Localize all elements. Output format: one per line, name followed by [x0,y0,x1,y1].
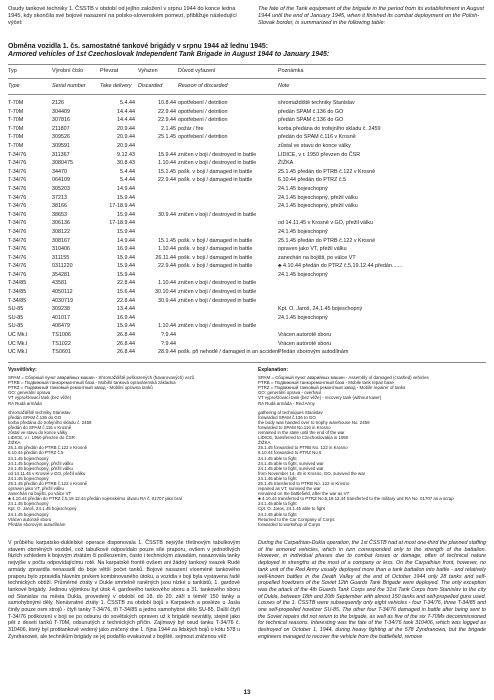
cell-discarded: 1.10.44 [158,246,176,253]
cell-type: T-34/76 [8,203,27,210]
note-list-en [258,410,486,527]
note-line: Předán sborovým autodílnám [8,521,66,527]
cell-serial: 354281 [52,271,70,278]
note-line: forwarded to workshop of Corps [258,521,321,527]
cell-discarded: 30.9.44 [158,297,176,304]
vehicle-table-body [8,99,486,357]
cell-note: shromaždiště techniky Stanislav [278,100,355,106]
cell-serial: 064109 [52,177,70,184]
table-row [8,159,486,168]
table-row [8,194,486,203]
cell-delivered: 22.8.44 [117,280,135,287]
cell-reason: požár / fire [178,125,204,132]
header-type: Typ [8,68,17,74]
cell-type: T-34/76 [8,254,27,261]
cell-serial: 304409 [52,108,70,115]
table-row [8,271,486,280]
note-line: předán do SPAM č.116 v Krosně [8,424,72,430]
note-line: remained on the battlefield, after the war as VT [258,491,350,497]
cell-serial: 34470 [52,168,67,175]
cell-serial: 309526 [52,134,70,141]
cell-type: T-34/76 [8,185,27,192]
cell-type: T-34/76 [8,263,27,270]
table-row [8,176,486,185]
cell-note: zanechán na bojišti, po válce VT [278,254,356,261]
cell-note: korba předána do trofejního skladu č. 2459 [278,125,381,132]
note-line: the body was handed over to trophy warehouse No. 2459 [258,419,370,425]
cell-reason: pošk. v boji / damaged in battle [178,254,253,261]
table-row [8,245,486,254]
cell-discarded: 25.1.45 [158,134,176,141]
cell-serial: 211807 [52,125,70,132]
header-note-en: Note [278,83,290,89]
abbreviations-cz [8,375,240,406]
cell-discarded: 1.10.44 [158,323,176,330]
cell-note: Vrácen autorotě sboru [278,340,332,347]
cell-type: T-70M [8,142,24,149]
cell-delivered: 26.8.44 [117,349,135,356]
cell-type: T-34/76 [8,160,27,167]
note-line: opraven jako VT, přežil válku [8,486,64,492]
note-line: LIDICE, transferred to Czechoslovakia in 1950 [258,435,349,441]
cell-reason: zničen v boji / destroyed in battle [178,211,257,218]
note-line: 24.1.45 able to fight [258,501,297,507]
note-line: zanechán na bojišti, po válce VT [8,491,72,497]
header-rule-top [8,64,486,65]
table-row [8,108,486,117]
table-row [8,305,486,314]
cell-delivered: 16.9.44 [117,246,135,253]
cell-delivered: 20.9.44 [117,125,135,132]
cell-note: Kpt. O. Jaroš, 24.1.45 bojeschopný [278,306,363,313]
abbreviations-en [258,375,486,406]
header-serial: Výrobní číslo [52,68,84,74]
header-delivered: Převzat [100,68,119,74]
note-line: repaired as VT, survived the war [258,486,321,492]
note-line: 25.1.45 transferred to PTRB No. 122 in Krosno [258,480,350,486]
note-line: remained in the state until the end of the war [258,430,345,436]
cell-reason: zničen v boji / destroyed in battle [178,160,257,167]
cell-serial: 37213 [52,194,67,201]
note-line: ♣ 4.10.44 transferred to PTRZ No.5,19.12.44 transferred to the military unit RA No. 01707 as a scrap [258,496,454,502]
cell-delivered: 14.4.44 [117,117,135,124]
cell-delivered: 15.9.44 [117,271,135,278]
cell-type: SU-85 [8,323,24,330]
cell-discarded: 15.9.44 [158,151,176,158]
cell-note: ŽIŽKA [278,160,294,167]
intro-text-en: The fate of the Tank equipment of the brigade in the period from its establishment in August 1944 until the end of January 1945, when it finished its combat deployment on the Polish-Slovak border, is summarized in the following table: [258,6,484,27]
cell-reason: pošk. v boji / damaged in battle [178,177,253,184]
cell-serial: TS0601 [52,349,71,356]
header-rule-mid [8,78,486,79]
cell-note: předán SPAM č.136 do GO [278,117,344,124]
abbr-line: RA Rudá armáda [8,400,42,406]
cell-delivered: 15.9.44 [117,194,135,201]
explanations-cz [8,368,240,527]
cell-delivered: 5.4.44 [120,177,135,184]
cell-type: SU-85 [8,306,24,313]
note-line: 24.1.45 bojeschopný [8,455,49,461]
cell-reason: pošk. při nehodě / damaged in an accident [178,349,280,356]
cell-note: 24.1.45 bojeschopný, přežil válku [278,203,358,210]
table-row [8,202,486,211]
note-line: forwarded to SPAM No.116 in Krosno [258,424,331,430]
note-line: ŽIŽKA [258,440,271,446]
cell-serial: 4050112 [52,289,73,296]
note-line: ♣ 4.10.44 předán do PTRZ č.5,19.12.44 předán vojenskému útvaru RA č. 01707 jako bral [8,496,182,502]
table-row [8,133,486,142]
cell-reason: opotřebení / detrition [178,108,228,115]
cell-type: T-34/76 [8,211,27,218]
abbr-line: SPAM = Сборный пункт аварийных машин - Shromaždiště poškozených (havarovaných) vozů [8,375,195,381]
cell-discarded: 15.1.45 [158,168,176,175]
cell-discarded: ?.9.44 [161,332,176,339]
cell-note: 24.1.45 bojeschopný [278,185,328,192]
cell-type: T-70M [8,108,24,115]
table-row [8,314,486,323]
header-reason-en: Reason of discarded [178,83,228,89]
explanations-en [258,368,486,527]
cell-serial: 305203 [52,185,70,192]
table-row [8,99,486,108]
note-line: 6.10.44 forwarded to PTRZ No.5 [258,450,322,456]
note-line: Vrácen autorotě sboru [8,516,52,522]
cell-reason: zničen v boji / destroyed in battle [178,151,257,158]
table-row [8,279,486,288]
cell-delivered: 15.6.44 [117,289,135,296]
table-row [8,237,486,246]
cell-note: 24.1.45 bojeschopný [278,314,328,321]
cell-type: T-70M [8,125,24,132]
cell-reason: pošk. v boji / damaged in battle [178,246,253,253]
note-line: 6.10.44 předán do PTRZ č.5 [8,450,64,456]
note-line: předán SPAM č.136 do GO [8,414,62,420]
cell-reason: pošk. v boji / damaged in battle [178,237,253,244]
cell-serial: 43581 [52,280,67,287]
cell-serial: TS1006 [52,332,71,339]
cell-discarded: 22.9.44 [158,117,176,124]
cell-discarded: 10.8.44 [158,100,176,106]
cell-note: předán do SPAM č.116 v Krosně [278,134,356,141]
cell-note: LIDICE, v r. 1950 převzen do ČSR [278,151,361,158]
cell-note: Vrácen autorotě sboru [278,332,332,339]
note-line: korba předána do trofejního skladu č. 2459 [8,419,92,425]
cell-type: T-34/76 [8,271,27,278]
table-row [8,151,486,160]
cell-serial: 310406 [52,246,70,253]
cell-delivered: 5.4.44 [120,100,135,106]
header-delivered-en: Take delivery [100,83,132,89]
explanations-heading-en: Explanation: [258,367,289,373]
cell-serial: 311367 [52,151,70,158]
table-title-en: Armored vehicles of 1st Czechoslovak Independent Tank Brigade in August 1944 to January 1945: [8,51,330,59]
abbr-line: PTRZ = Подвижный танковый ремонтный завод - Mobile repairer of tanks [258,385,406,391]
cell-type: UC Mk.I [8,332,28,339]
cell-serial: 309238 [52,306,70,313]
cell-delivered: 9.12.43 [117,151,135,158]
cell-serial: 308122 [52,228,70,235]
abbr-line: GO: generální oprava [8,390,51,396]
cell-note: 24.1.45 bojeschopný [278,228,328,235]
cell-delivered: 14.9.44 [117,185,135,192]
table-header-cz [8,67,486,75]
cell-type: T-34/76 [8,177,27,184]
table-row [8,228,486,237]
cell-serial: 401017 [52,314,70,321]
cell-delivered: 5.4.44 [120,168,135,175]
cell-discarded: 30.9.44 [158,211,176,218]
body-text-cz: V průběhu karpatsko-duklelské operace disponovala 1. ČSSTB nejvýše třetinovým tabulkovým stavem obrněných vozidel, což tabulkově odpovídalo pouze síle praporu, ovšem v jednotlivých fázích vzhledem k bojovým ztrátám či poškozením, často i technickým závadám, nasazovala tanky nejvýše v počtu odpovídajícímu rotě. Na karpatské frontě ovšem ani žádný tankový svazek Rudé armády zpravidla nenasadil do boje větší počet tanků. Bojové nasazení víceméně tankového praporu bylo zpravidla hlavním prvkem kombinovaného útoku, a vozidla v boji byla vystavena řadě technických obtíží. Průměrné ztráty v Dukle smrtelně raněných jsou nízké u tankistů, 1. gardové tankové brigády. Jedinou výjimkou byl útok 4. gardového tankového sboru a 31. tankového sboru od Stanislav na města Dukla, provedený v období od 18. do 20. září s téměř 150 tanky a samohybnými děly. Nenávratné ztráty 1. ČSSTB za období bojů v Karpatech a posléze u Jasla činily pouze osm strojů - čtyři tanky T-34/76, tři T-34/85 a jedno samohybné dělo SU-85. Další čtyři T-34/76 poškození v boji se po odsunu do sovětských opraven už k brigádě nevrátily, stejně jako pět z deseti tanků T-70M, odsunutých z technických příčin. Zajímavý byl osud tanku T-34/76 č. 310406, který byl protitankově vedený jako zničený dne 1. října 1944 za lidských bojů o kótu 578 u Zyndranowé, ale technikům brigády se jej podařilo evakuovat z bojiště, sejmout zničenou věž [8,540,240,640]
note-line: ŽIŽKA [8,440,21,446]
abbr-line: SPAM = Сборный пункт аварийных машин - Assembly of damaged (crashed) vehicles [258,375,429,381]
cell-discarded: 26.11.44 [155,254,176,261]
cell-discarded: 15.1.45 [158,237,176,244]
cell-delivered: 17-18.9.44 [109,220,135,227]
note-line: forwarded SPAM č.136 to GO [258,414,316,420]
cell-reason: pošk. v boji / damaged in battle [178,168,253,175]
note-line: Returned to the Car Company of Corps [258,516,335,522]
cell-delivered: 26.8.44 [117,340,135,347]
table-row [8,262,486,271]
note-line: 24.1.45 able to fight, survived war [258,465,324,471]
note-line: zůstal ve stavu do konce války [8,430,68,436]
cell-type: T-34/85 [8,289,27,296]
cell-note: 25.1.45 předán do PTRB č.122 v Krosně [278,168,376,175]
cell-serial: 2126 [52,100,64,106]
table-row [8,125,486,134]
note-line: 24.1.45 bojeschopný, přežil válku [8,465,73,471]
header-type-en: Type [8,83,20,89]
note-line: Kpt. O. Jaroš, 24.1.45 bojeschopný [8,506,77,512]
header-rule-bottom [8,94,486,95]
table-row [8,348,486,357]
note-line: 25.1.45 forwarded to PTRB No. 122 in Krosno [258,445,348,451]
cell-type: T-34/76 [8,168,27,175]
header-note: Poznámka [278,68,304,74]
cell-discarded: 1.10.44 [158,280,176,287]
table-header-en [8,82,486,90]
cell-serial: 38653 [52,211,67,218]
cell-serial: 311155 [52,254,70,261]
table-rule-bottom [8,362,486,363]
table-row [8,142,486,151]
cell-discarded: 28.9.44 [158,349,176,356]
cell-delivered: 15.9.44 [117,228,135,235]
cell-note: 24.1.45 bojeschopný [278,271,328,278]
cell-type: T-34/76 [8,220,27,227]
cell-type: T-34/85 [8,297,27,304]
cell-delivered: 13.4.44 [117,306,135,313]
page-number: 13 [243,689,251,696]
intro-text-cz: Osudy tankové techniky 1. ČSSTB v období od jejího založení v srpnu 1944 do konce ledna 1945, kdy skončila své bojové nasazení na polsko-slovenském pomezí, přibližuje následující výčet: [8,6,237,27]
note-line: 24.1.45 able to fight [258,475,297,481]
table-row [8,340,486,349]
cell-reason: pošk. v boji / damaged in battle [178,263,253,270]
header-discarded: Vyřazen [138,68,158,74]
note-line: 24.1.45 bojeschopný [8,501,49,507]
cell-reason: zničen v boji / destroyed in battle [178,323,257,330]
table-row [8,219,486,228]
cell-note: 24.1.45 bojeschopný, přežil válku [278,194,358,201]
cell-note: 25.1.45 předán do PTRB č.122 v Krosně [278,237,376,244]
note-line: 24.1.45 able to fight [258,455,297,461]
table-row [8,168,486,177]
abbr-line: PTRZ = Подвижный танковый ремонтный завод - Mobilní opravna tanků [8,385,153,391]
note-line: 24.1.45 bojeschopný [8,475,49,481]
table-row [8,288,486,297]
cell-reason: zničen v boji / destroyed in battle [178,280,257,287]
abbr-line: VT vyprošťovací tank (bez věže) - recovery tank (without tower) [258,395,382,401]
abbr-line: PTRB = Подвижный танкоремонтный база - Mobile tank repair base [258,380,394,386]
note-line: 25.1.45 předán do PTRB č.122 v Krosně [8,445,88,451]
table-row [8,211,486,220]
cell-note: 6.10.44 předán do PTRZ č.5 [278,177,347,184]
cell-serial: 0311220 [52,263,73,270]
cell-delivered: 26.8.44 [117,332,135,339]
table-title-cz: Obměna vozidla 1. čs. samostatné tankové brigády v srpnu 1944 až lednu 1945: [8,43,269,50]
header-discarded-en: Discarded [138,83,163,89]
cell-type: UC Mk.I [8,349,28,356]
cell-discarded: 1.10.44 [158,160,176,167]
cell-serial: 309591 [52,142,70,149]
cell-type: T-70M [8,100,24,106]
note-line: 24.1.45 bojeschopný, přežil válku [8,460,73,466]
cell-delivered: 14.4.44 [117,108,135,115]
cell-discarded: 22.9.44 [158,177,176,184]
cell-note: od 14.11.45 v Krosně v GO, přežil válku [278,220,373,227]
cell-delivered: 14.9.44 [117,237,135,244]
note-list-cz [8,410,240,527]
cell-delivered: 15.9.44 [117,263,135,270]
cell-delivered: 16.9.44 [117,314,135,321]
abbr-line: PTRB = Подвижный танкоремонтный база - Mobilní tanková opravárenská základna [8,380,176,386]
cell-type: T-70M [8,134,24,141]
table-row [8,254,486,263]
cell-type: T-34/85 [8,280,27,287]
cell-note: předán SPAM č.136 do GO [278,108,344,115]
header-serial-en: Serial number [52,83,86,89]
cell-note: opraven jako VT, přežil válku [278,246,347,253]
cell-reason: opotřebení / detrition [178,117,228,124]
cell-discarded: 30.10.44 [155,289,176,296]
cell-discarded: ?.9.44 [161,340,176,347]
cell-delivered: 15.9.44 [117,211,135,218]
note-line: 25.1.45 předán do PTRB č.122 v Krosně [8,480,88,486]
cell-type: T-70M [8,117,24,124]
cell-serial: 306136 [52,220,70,227]
cell-discarded: 22.9.44 [158,108,176,115]
cell-note: ♣ 4.10.44 předán do PTRZ č.5,19.12.44 předán....... [278,263,403,270]
cell-reason: opotřebení / detrition [178,134,228,141]
table-row [8,322,486,331]
table-row [8,185,486,194]
table-title [8,43,486,60]
cell-serial: 308167 [52,237,70,244]
header-reason: Důvod vyřazení [178,68,216,74]
table-row [8,297,486,306]
cell-delivered: 20.9.44 [117,134,135,141]
cell-serial: 38166 [52,203,67,210]
cell-delivered: 17-18.9.44 [109,203,135,210]
note-line: LIDICE, v r. 1950 převzen do ČSR [8,435,75,441]
cell-type: SU-85 [8,314,24,321]
cell-type: T-34/76 [8,194,27,201]
cell-type: T-34/76 [8,237,27,244]
abbr-line: VT vyprošťovací tank (bez věže) [8,395,72,401]
abbr-line: RA Rudá armáda - Red Army [258,400,315,406]
body-text-en: During the Carpathian-Dukla operation, the 1st ČSSTB had at most one-third the planned staffing of the armored vehicles, which in turn corresponded only to the strength of the battalion. However, in individual phases due to combat losses or damage, often of technical nature deployed in strengths at the most of a company or less. On the Carpathian front, however, no tank unit of the Red Army usually deployed more than a tank battalion into battle - and relatively well-known battles in the Death Valley at the end of October 1944 only 28 tanks and self-propelled howitzers of the Soviet 12th Guards Tank Brigade were deployed. The only exception was the attack of the 4th Guards Tank Corps and the 31st Tank Corps from Stanislav to the city of Dukla, between 18th and 20th September with almost 150 tanks and self-propelled guns used. Losses of the 1. ČSSTB were subsequently only eight vehicles - four T-34/76, three T-34/85 and one self-propelled howitzer SU-85. The other four T-34/76 damaged in battle after being sent to the Soviet repairs did not return to the brigade, as well as five of the six T-70Ms decommissioned for technical reasons. Interesting was the fate of the T-34/76 tank 310406, which was logged as destroyed on October 1, 1944, during heavy fighting at the 578 Zyndranowa, but the brigade engineers managed to recover the vehicle from the battlefield, remove [258,540,486,640]
explanations-heading-cz: Vysvětlivky: [8,367,37,373]
note-line: from November 14, 45 in Krosno, GO, survived the war [258,470,366,476]
note-line: shromaždiště techniky Stanislav [8,409,71,415]
cell-note: Předán sborovým autodílnám [278,349,349,356]
cell-discarded: 2.1.45 [161,125,176,132]
note-line: od 14.11.45 v Krosně v GO, přežil válku [8,470,86,476]
table-row [8,116,486,125]
table-row [8,331,486,340]
cell-delivered: 22.8.44 [117,297,135,304]
cell-reason: zničen v boji / destroyed in battle [178,297,257,304]
cell-discarded: 22.9.44 [158,263,176,270]
abbr-line: GO: generální oprava - overhaul [258,390,321,396]
cell-serial: 4030719 [52,297,73,304]
cell-serial: TS1022 [52,340,71,347]
cell-delivered: 15.9.44 [117,323,135,330]
cell-serial: 3080475 [52,160,73,167]
note-line: 24.1.45 able to fight [258,511,297,517]
note-line: 24.1.45 bojeschopný [8,511,49,517]
cell-type: T-34/76 [8,228,27,235]
note-line: 24.1.45 able to fight, survived war [258,460,324,466]
cell-type: UC Mk.I [8,340,28,347]
cell-reason: opotřebení / detrition [178,100,228,106]
cell-delivered: 20.9.44 [117,142,135,149]
note-line: Cpt. O. Jaros, 24.1.45 able to fight [258,506,325,512]
cell-type: T-34/76 [8,151,27,158]
cell-delivered: 30.8.43 [117,160,135,167]
cell-delivered: 15.9.44 [117,254,135,261]
cell-serial: 406479 [52,323,70,330]
cell-type: T-34/76 [8,246,27,253]
note-line: gathering of techniques Stanislav [258,409,323,415]
cell-serial: 307816 [52,117,70,124]
cell-note: zůstal ve stavu do konce války [278,142,351,149]
cell-reason: zničen v boji / destroyed in battle [178,289,257,296]
